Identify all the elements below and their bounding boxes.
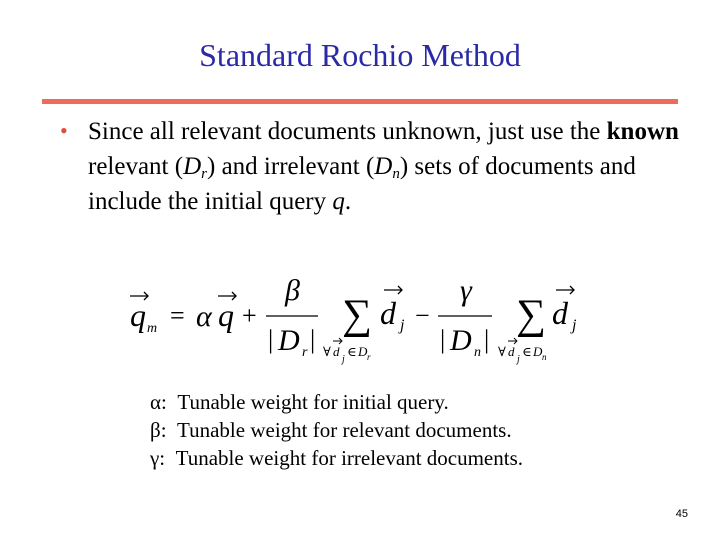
svg-text:|: |: [484, 325, 490, 354]
bullet-text: Since all relevant documents unknown, just use the known relevant $(D_r)$ and irrelevant $(D_n)$ sets of documents and include the initial query q.: [88, 118, 679, 215]
legend-gamma: γ: Tunable weight for irrelevant documents.: [150, 446, 524, 470]
rocchio-formula: [120, 270, 600, 370]
formula-qm: q: [130, 297, 146, 333]
svg-text:∀: ∀: [323, 344, 331, 359]
svg-text:D: D: [278, 324, 300, 357]
svg-text:|: |: [440, 325, 446, 354]
svg-text:∈: ∈: [347, 344, 357, 359]
svg-text:d: d: [508, 344, 515, 359]
legend-beta: β: Tunable weight for relevant documents.: [150, 418, 512, 442]
bullet-marker: •: [60, 118, 68, 143]
svg-text:∈: ∈: [522, 344, 532, 359]
legend-alpha: α: Tunable weight for initial query.: [150, 390, 449, 414]
svg-text:+: +: [242, 301, 257, 330]
svg-text:n: n: [542, 352, 547, 362]
formula-alpha: α: [196, 300, 212, 333]
page-number: 45: [675, 508, 688, 520]
svg-text:D: D: [450, 324, 472, 357]
slide-title: Standard Rochio Method: [199, 37, 521, 73]
bold-known: known: [606, 118, 679, 145]
formula-beta: β: [285, 274, 300, 307]
svg-text:d: d: [333, 344, 340, 359]
formula-sigma-1: ∑: [342, 292, 372, 338]
svg-text:j: j: [342, 354, 345, 365]
svg-text:m: m: [147, 321, 158, 336]
svg-text:d: d: [552, 295, 568, 331]
svg-text:r: r: [302, 345, 308, 360]
formula-gamma: γ: [460, 274, 472, 307]
svg-text:j: j: [572, 317, 577, 334]
svg-text:D: D: [533, 344, 543, 359]
svg-text:d: d: [380, 295, 396, 331]
svg-text:q: q: [218, 297, 234, 333]
svg-text:=: =: [170, 301, 185, 330]
svg-text:|: |: [268, 325, 274, 354]
svg-text:n: n: [474, 345, 481, 360]
svg-text:∀: ∀: [498, 344, 506, 359]
title-divider: [42, 99, 678, 104]
svg-text:j: j: [517, 354, 520, 365]
svg-text:r: r: [367, 352, 371, 362]
svg-text:D: D: [358, 344, 368, 359]
parameter-legend: [150, 388, 523, 472]
svg-text:−: −: [415, 301, 430, 330]
svg-text:|: |: [310, 325, 316, 354]
formula-sigma-2: ∑: [516, 292, 546, 338]
svg-text:j: j: [400, 317, 405, 334]
